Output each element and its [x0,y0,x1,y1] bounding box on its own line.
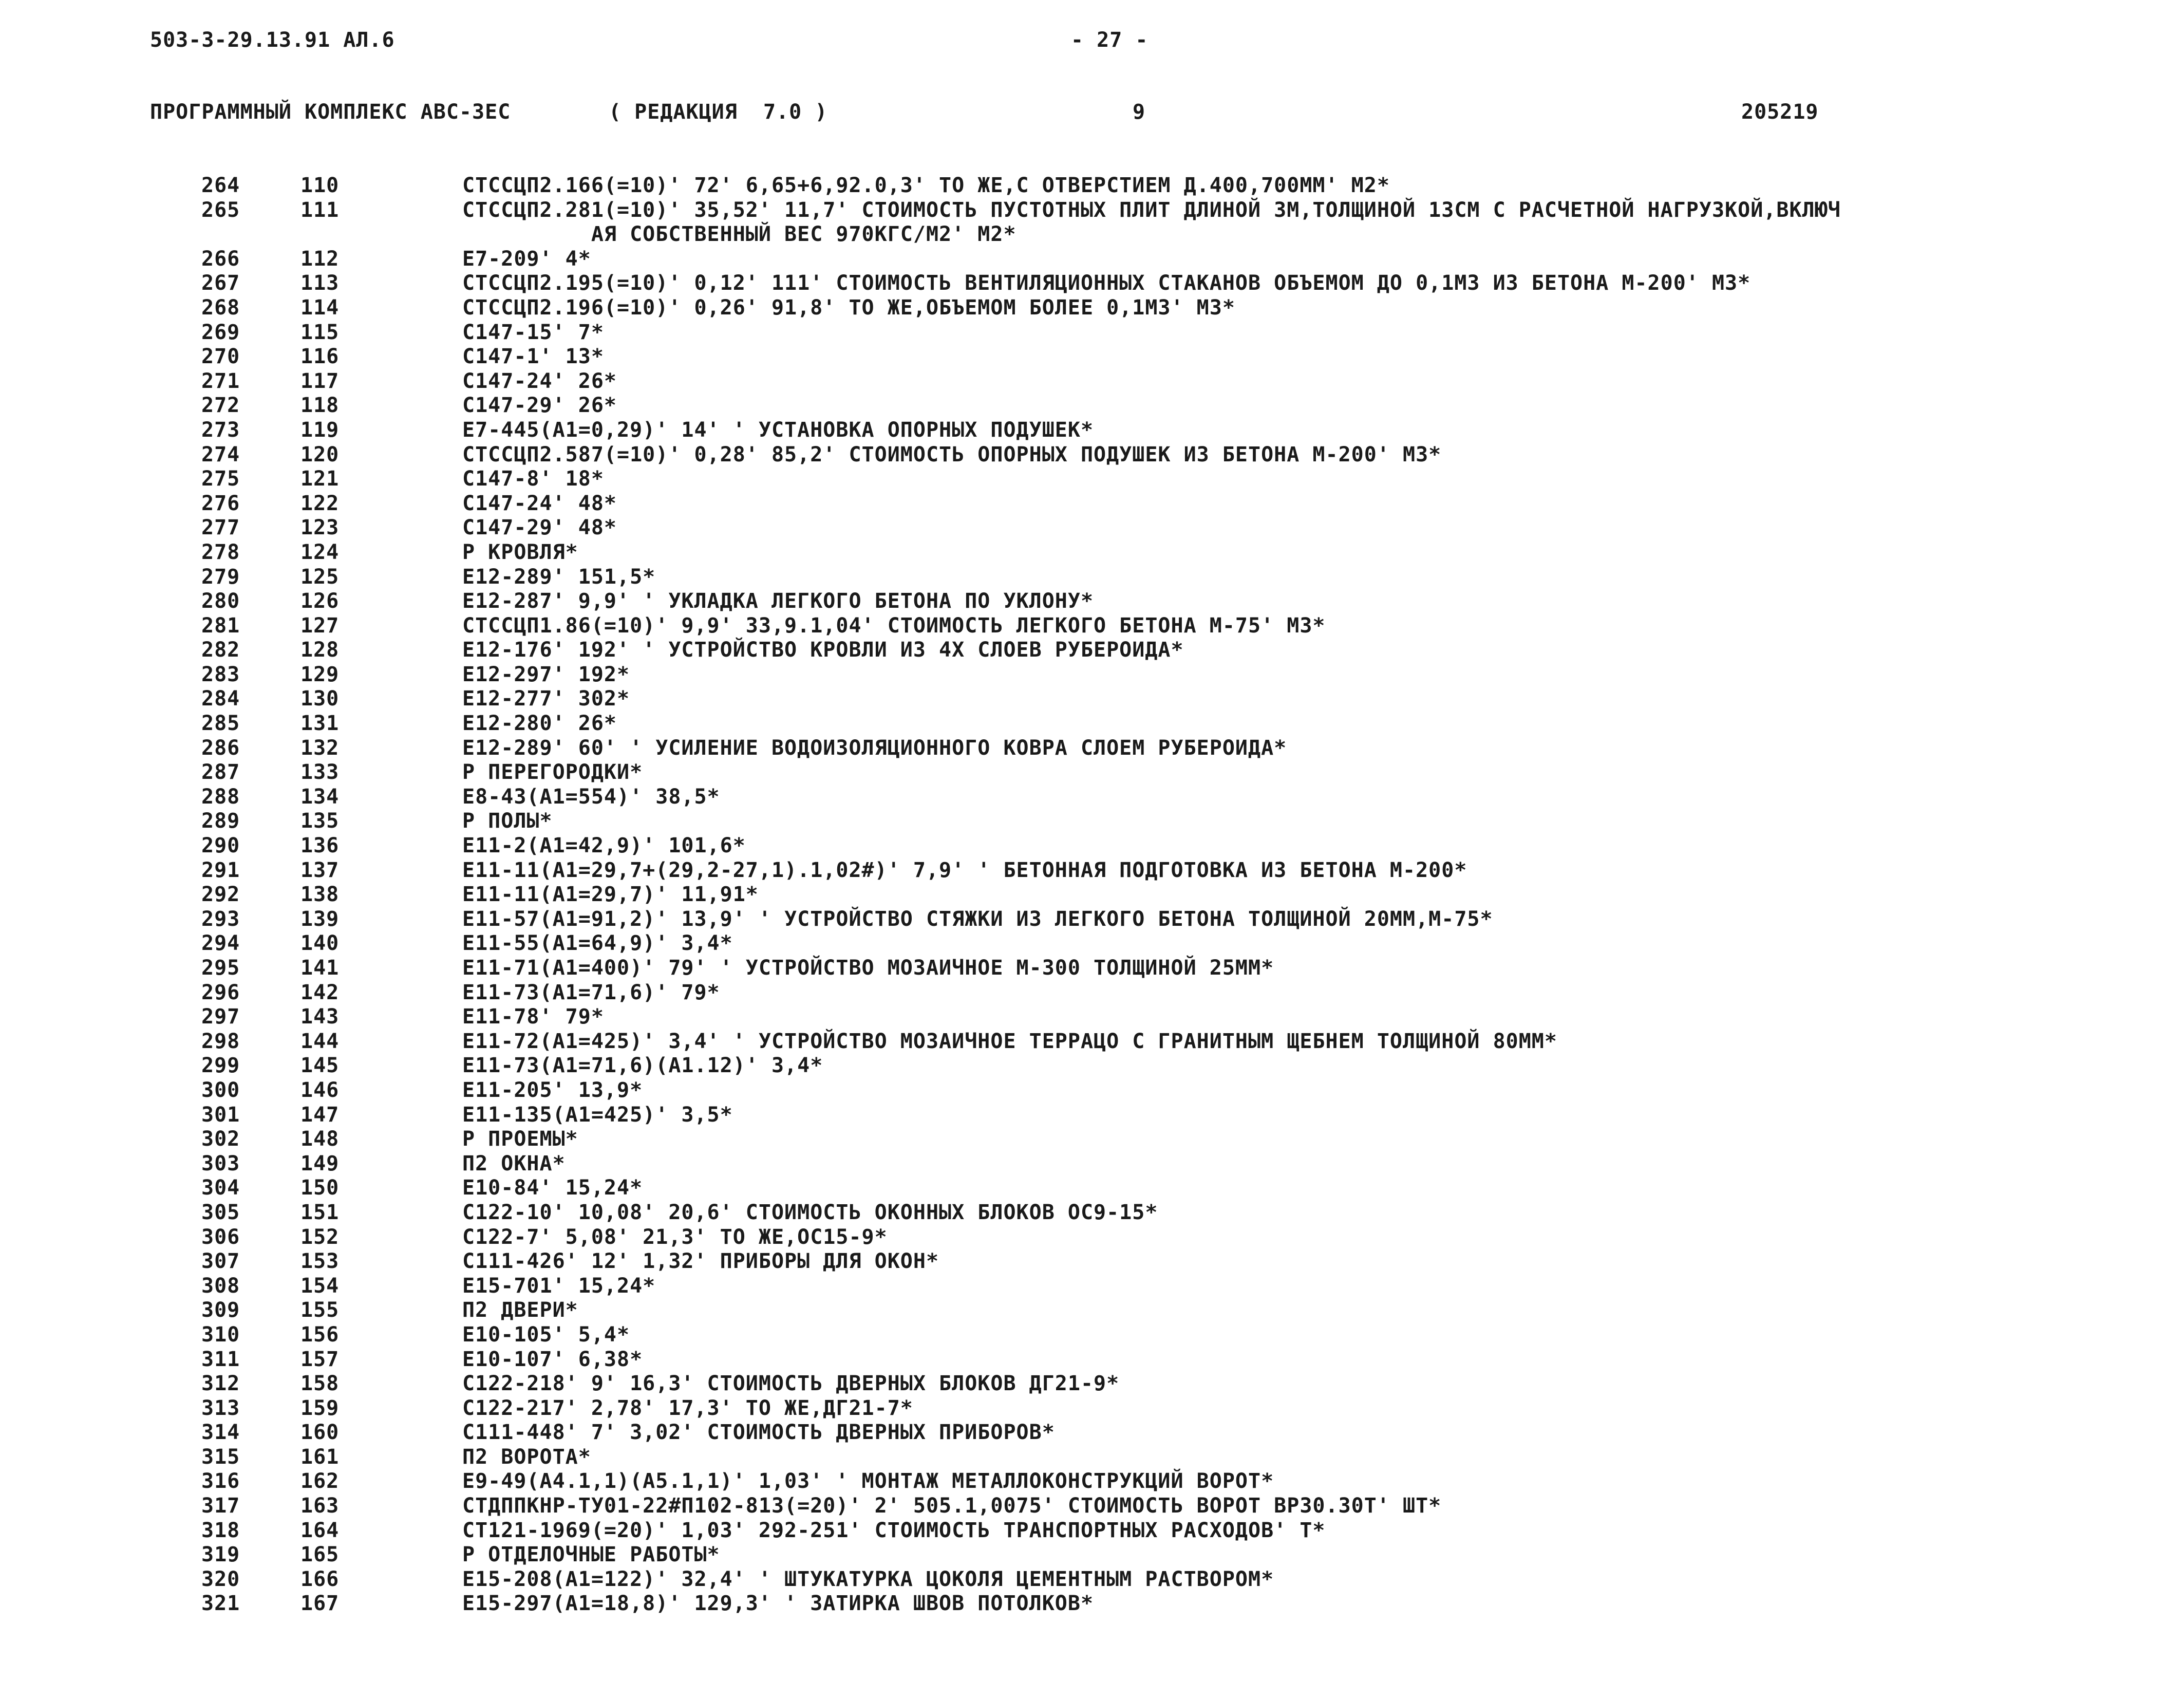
listing-row [0,516,2184,540]
listing-row [0,1127,2184,1152]
line-number: 282 [201,638,240,662]
statement-number: 147 [300,1103,340,1127]
statement-text: СТССЦП2.195(=10)' 0,12' 111' СТОИМОСТЬ ВЕНТИЛЯЦИОННЫХ СТАКАНОВ ОБЪЕМОМ ДО 0,1М3 ИЗ БЕТОНА М-200' М3* [462,271,1751,295]
statement-text: С147-29' 26* [462,394,617,418]
line-number: 286 [201,736,240,760]
statement-text: Е15-297(А1=18,8)' 129,3' ' ЗАТИРКА ШВОВ ПОТОЛКОВ* [462,1592,1094,1616]
listing-row [0,931,2184,956]
listing-row [0,565,2184,590]
line-number: 289 [201,809,240,833]
statement-text: Е11-71(А1=400)' 79' ' УСТРОЙСТВО МОЗАИЧНОЕ М-300 ТОЛЩИНОЙ 25ММ* [462,956,1274,980]
statement-text: П2 ДВЕРИ* [462,1298,578,1322]
statement-number: 127 [300,613,340,638]
statement-text: С147-24' 26* [462,369,617,393]
statement-number: 112 [300,247,340,271]
statement-text: Е12-280' 26* [462,712,617,736]
listing-row [0,663,2184,687]
listing-row [0,1054,2184,1078]
line-number: 317 [201,1494,240,1518]
statement-text: Е11-78' 79* [462,1005,604,1029]
listing-row [0,1396,2184,1421]
statement-number: 167 [300,1592,340,1616]
document-code: 503-3-29.13.91 АЛ.6 [150,28,395,52]
listing-row [0,1567,2184,1592]
listing-row [0,492,2184,516]
line-number: 321 [201,1592,240,1616]
line-number: 287 [201,760,240,785]
statement-text: С122-7' 5,08' 21,3' ТО ЖЕ,ОС15-9* [462,1225,888,1249]
line-number: 271 [201,369,240,393]
statement-number: 140 [300,931,340,956]
listing-row [0,198,2184,223]
statement-text: П2 ОКНА* [462,1151,566,1175]
statement-text: Р КРОВЛЯ* [462,540,578,564]
statement-number: 136 [300,834,340,858]
statement-text: Е10-107' 6,38* [462,1347,643,1371]
line-number: 274 [201,442,240,466]
statement-text: Е8-43(А1=554)' 38,5* [462,785,720,809]
statement-number: 134 [300,785,340,809]
listing-row [0,1519,2184,1543]
listing [0,174,2184,1616]
listing-row [0,809,2184,834]
listing-row [0,760,2184,785]
line-number: 268 [201,295,240,320]
statement-text: АЯ СОБСТВЕННЫЙ ВЕС 970КГС/М2' М2* [462,222,1016,247]
statement-number: 162 [300,1469,340,1493]
listing-row [0,369,2184,394]
line-number: 269 [201,320,240,344]
listing-row [0,1323,2184,1348]
listing-row [0,687,2184,712]
listing-row [0,1249,2184,1274]
statement-number: 126 [300,589,340,613]
listing-row [0,1225,2184,1250]
statement-number: 164 [300,1518,340,1542]
line-number: 283 [201,662,240,686]
line-number: 275 [201,467,240,491]
statement-number: 138 [300,883,340,907]
line-number: 272 [201,394,240,418]
statement-number: 128 [300,638,340,662]
statement-text: Е11-57(А1=91,2)' 13,9' ' УСТРОЙСТВО СТЯЖКИ ИЗ ЛЕГКОГО БЕТОНА ТОЛЩИНОЙ 20ММ,М-75* [462,907,1493,931]
line-number: 295 [201,956,240,980]
statement-number: 163 [300,1494,340,1518]
statement-number: 113 [300,271,340,295]
listing-row [0,1494,2184,1519]
line-number: 320 [201,1567,240,1591]
statement-text: С122-10' 10,08' 20,6' СТОИМОСТЬ ОКОННЫХ БЛОКОВ ОС9-15* [462,1200,1158,1224]
line-number: 298 [201,1029,240,1053]
statement-text: Р ПЕРЕГОРОДКИ* [462,760,643,785]
line-number: 299 [201,1054,240,1078]
line-number: 302 [201,1127,240,1151]
statement-text: Е10-84' 15,24* [462,1176,643,1200]
statement-number: 131 [300,712,340,736]
statement-text: СТССЦП2.587(=10)' 0,28' 85,2' СТОИМОСТЬ ОПОРНЫХ ПОДУШЕК ИЗ БЕТОНА М-200' М3* [462,442,1442,466]
listing-row [0,1152,2184,1177]
statement-number: 139 [300,907,340,931]
statement-text: Е11-55(А1=64,9)' 3,4* [462,931,733,956]
statement-number: 141 [300,956,340,980]
listing-row [0,712,2184,736]
listing-row [0,956,2184,981]
listing-row [0,247,2184,272]
statement-number: 122 [300,491,340,515]
statement-text: С111-448' 7' 3,02' СТОИМОСТЬ ДВЕРНЫХ ПРИБОРОВ* [462,1421,1055,1445]
statement-text: СТССЦП1.86(=10)' 9,9' 33,9.1,04' СТОИМОСТЬ ЛЕГКОГО БЕТОНА М-75' М3* [462,613,1326,638]
statement-number: 120 [300,442,340,466]
line-number: 316 [201,1469,240,1493]
statement-text: С147-8' 18* [462,467,604,491]
statement-number: 137 [300,858,340,882]
statement-number: 143 [300,1005,340,1029]
statement-text: Е12-289' 60' ' УСИЛЕНИЕ ВОДОИЗОЛЯЦИОННОГО КОВРА СЛОЕМ РУБЕРОИДА* [462,736,1287,760]
page-number: - 27 - [1071,28,1149,52]
line-number: 290 [201,834,240,858]
statement-text: Р ПОЛЫ* [462,809,553,833]
listing-row [0,467,2184,492]
statement-text: Е12-176' 192' ' УСТРОЙСТВО КРОВЛИ ИЗ 4Х СЛОЕВ РУБЕРОИДА* [462,638,1184,662]
listing-row [0,1298,2184,1323]
listing-row [0,271,2184,296]
listing-row [0,1348,2184,1372]
statement-number: 116 [300,345,340,369]
line-number: 312 [201,1372,240,1396]
listing-row [0,883,2184,907]
listing-row [0,1469,2184,1494]
listing-row [0,1176,2184,1201]
line-number: 308 [201,1274,240,1298]
listing-row [0,1005,2184,1030]
statement-text: Е11-11(А1=29,7)' 11,91* [462,883,759,907]
listing-row [0,589,2184,614]
statement-text: Е12-287' 9,9' ' УКЛАДКА ЛЕГКОГО БЕТОНА ПО УКЛОНУ* [462,589,1094,613]
statement-number: 150 [300,1176,340,1200]
statement-text: С147-24' 48* [462,491,617,515]
line-number: 279 [201,565,240,589]
statement-number: 160 [300,1421,340,1445]
statement-text: СТДППКНР-ТУ01-22#П102-813(=20)' 2' 505.1,0075' СТОИМОСТЬ ВОРОТ ВР30.30Т' ШТ* [462,1494,1442,1518]
line-number: 311 [201,1347,240,1371]
statement-number: 133 [300,760,340,785]
listing-row [0,1103,2184,1128]
line-number: 296 [201,980,240,1004]
statement-text: СТССЦП2.281(=10)' 35,52' 11,7' СТОИМОСТЬ ПУСТОТНЫХ ПЛИТ ДЛИНОЙ 3М,ТОЛЩИНОЙ 13СМ С РАСЧЕТНОЙ НАГРУЗКОЙ,ВКЛЮЧ [462,198,1841,222]
listing-row [0,345,2184,369]
statement-number: 118 [300,394,340,418]
line-number: 307 [201,1249,240,1274]
listing-row [0,907,2184,932]
statement-number: 135 [300,809,340,833]
listing-row [0,1372,2184,1396]
line-number: 314 [201,1421,240,1445]
statement-text: Е9-49(А4.1,1)(А5.1,1)' 1,03' ' МОНТАЖ МЕТАЛЛОКОНСТРУКЦИЙ ВОРОТ* [462,1469,1274,1493]
statement-number: 132 [300,736,340,760]
line-number: 294 [201,931,240,956]
statement-number: 119 [300,418,340,442]
line-number: 281 [201,613,240,638]
statement-number: 117 [300,369,340,393]
line-number: 305 [201,1200,240,1224]
line-number: 266 [201,247,240,271]
statement-number: 114 [300,295,340,320]
statement-text: СТ121-1969(=20)' 1,03' 292-251' СТОИМОСТЬ ТРАНСПОРТНЫХ РАСХОДОВ' Т* [462,1518,1326,1542]
statement-number: 123 [300,516,340,540]
statement-number: 142 [300,980,340,1004]
statement-number: 152 [300,1225,340,1249]
statement-text: С122-217' 2,78' 17,3' ТО ЖЕ,ДГ21-7* [462,1396,913,1420]
line-number: 319 [201,1543,240,1567]
statement-number: 121 [300,467,340,491]
listing-row [0,321,2184,345]
statement-text: Е15-701' 15,24* [462,1274,656,1298]
listing-row [0,1030,2184,1054]
listing-row [0,834,2184,858]
sheet-number: 9 [1133,100,1146,124]
statement-text: Е15-208(А1=122)' 32,4' ' ШТУКАТУРКА ЦОКОЛЯ ЦЕМЕНТНЫМ РАСТВОРОМ* [462,1567,1274,1591]
line-number: 265 [201,198,240,222]
statement-text: С147-29' 48* [462,516,617,540]
line-number: 304 [201,1176,240,1200]
statement-number: 146 [300,1078,340,1102]
statement-number: 159 [300,1396,340,1420]
statement-number: 151 [300,1200,340,1224]
line-number: 288 [201,785,240,809]
listing-row [0,1421,2184,1445]
line-number: 306 [201,1225,240,1249]
statement-number: 157 [300,1347,340,1371]
statement-text: СТССЦП2.166(=10)' 72' 6,65+6,92.0,3' ТО ЖЕ,С ОТВЕРСТИЕМ Д.400,700ММ' М2* [462,174,1390,197]
line-number: 273 [201,418,240,442]
statement-text: С122-218' 9' 16,3' СТОИМОСТЬ ДВЕРНЫХ БЛОКОВ ДГ21-9* [462,1372,1120,1396]
line-number: 264 [201,174,240,197]
listing-row [0,736,2184,761]
listing-row [0,981,2184,1005]
listing-row [0,394,2184,418]
line-number: 280 [201,589,240,613]
listing-row [0,1201,2184,1225]
statement-text: Е11-135(А1=425)' 3,5* [462,1103,733,1127]
statement-number: 144 [300,1029,340,1053]
statement-number: 156 [300,1322,340,1347]
line-number: 284 [201,687,240,711]
line-number: 285 [201,712,240,736]
listing-row [0,418,2184,443]
statement-text: Р ОТДЕЛОЧНЫЕ РАБОТЫ* [462,1543,720,1567]
listing-row [0,1592,2184,1616]
line-number: 293 [201,907,240,931]
listing-row [0,1274,2184,1299]
line-number: 292 [201,883,240,907]
listing-row [0,1445,2184,1470]
statement-text: Е7-445(А1=0,29)' 14' ' УСТАНОВКА ОПОРНЫХ ПОДУШЕК* [462,418,1094,442]
statement-text: Е11-11(А1=29,7+(29,2-27,1).1,02#)' 7,9' ' БЕТОННАЯ ПОДГОТОВКА ИЗ БЕТОНА М-200* [462,858,1467,882]
listing-row [0,638,2184,663]
statement-text: С147-1' 13* [462,345,604,369]
statement-text: Е10-105' 5,4* [462,1322,630,1347]
program-version: ( РЕДАКЦИЯ 7.0 ) [609,100,828,124]
listing-row [0,614,2184,639]
listing-row [0,222,2184,247]
document-id: 205219 [1741,100,1819,124]
line-number: 310 [201,1322,240,1347]
line-number: 270 [201,345,240,369]
statement-number: 124 [300,540,340,564]
statement-number: 161 [300,1445,340,1469]
statement-number: 149 [300,1151,340,1175]
line-number: 267 [201,271,240,295]
statement-text: Е12-289' 151,5* [462,565,656,589]
statement-text: Е11-73(А1=71,6)' 79* [462,980,720,1004]
statement-text: Е11-72(А1=425)' 3,4' ' УСТРОЙСТВО МОЗАИЧНОЕ ТЕРРАЦО С ГРАНИТНЫМ ЩЕБНЕМ ТОЛЩИНОЙ 80ММ* [462,1029,1557,1053]
line-number: 315 [201,1445,240,1469]
line-number: 278 [201,540,240,564]
statement-number: 145 [300,1054,340,1078]
listing-row [0,540,2184,565]
statement-number: 166 [300,1567,340,1591]
line-number: 303 [201,1151,240,1175]
statement-text: Е12-277' 302* [462,687,630,711]
listing-row [0,785,2184,810]
statement-number: 165 [300,1543,340,1567]
line-number: 301 [201,1103,240,1127]
statement-text: С111-426' 12' 1,32' ПРИБОРЫ ДЛЯ ОКОН* [462,1249,939,1274]
statement-number: 158 [300,1372,340,1396]
statement-number: 155 [300,1298,340,1322]
statement-number: 148 [300,1127,340,1151]
line-number: 318 [201,1518,240,1542]
statement-number: 154 [300,1274,340,1298]
line-number: 300 [201,1078,240,1102]
listing-row [0,174,2184,198]
statement-text: П2 ВОРОТА* [462,1445,591,1469]
statement-number: 129 [300,662,340,686]
statement-text: СТССЦП2.196(=10)' 0,26' 91,8' ТО ЖЕ,ОБЪЕМОМ БОЛЕЕ 0,1М3' М3* [462,295,1235,320]
statement-number: 130 [300,687,340,711]
statement-number: 111 [300,198,340,222]
line-number: 297 [201,1005,240,1029]
statement-number: 110 [300,174,340,197]
listing-row [0,1078,2184,1103]
statement-text: Е11-73(А1=71,6)(А1.12)' 3,4* [462,1054,823,1078]
line-number: 309 [201,1298,240,1322]
statement-number: 153 [300,1249,340,1274]
statement-text: С147-15' 7* [462,320,604,344]
line-number: 291 [201,858,240,882]
statement-text: Е7-209' 4* [462,247,591,271]
listing-row [0,443,2184,468]
line-number: 313 [201,1396,240,1420]
listing-row [0,296,2184,321]
listing-row [0,1543,2184,1567]
statement-text: Е11-205' 13,9* [462,1078,643,1102]
statement-text: Е11-2(А1=42,9)' 101,6* [462,834,746,858]
statement-number: 115 [300,320,340,344]
program-title: ПРОГРАММНЫЙ КОМПЛЕКС АВС-3ЕС [150,100,511,124]
statement-number: 125 [300,565,340,589]
listing-row [0,858,2184,883]
statement-text: Е12-297' 192* [462,662,630,686]
line-number: 277 [201,516,240,540]
statement-text: Р ПРОЕМЫ* [462,1127,578,1151]
line-number: 276 [201,491,240,515]
